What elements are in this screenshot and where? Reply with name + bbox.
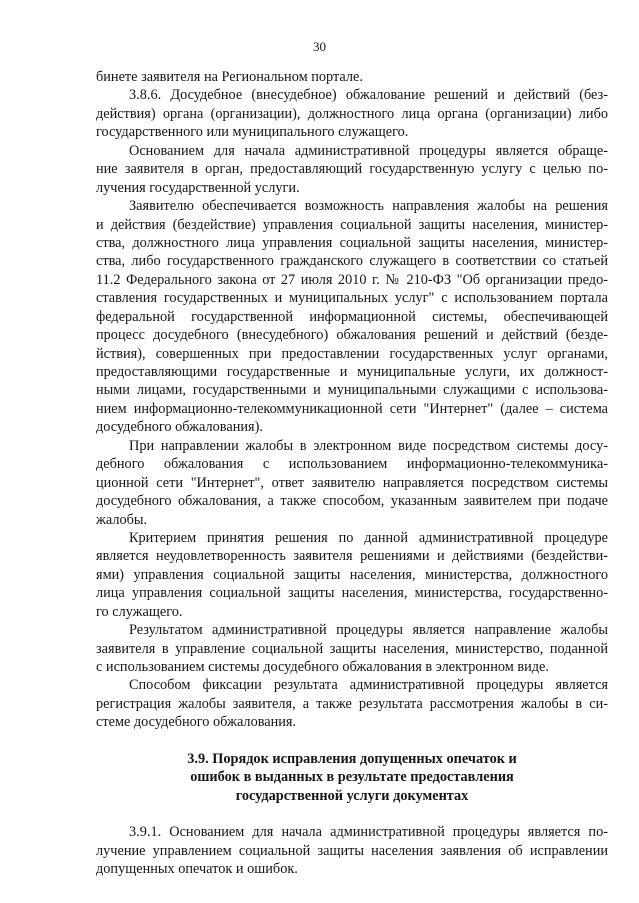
text-line: нием информационно-телекоммуникационной сети "Интернет" (далее – система [96, 400, 608, 417]
heading-line: 3.9. Порядок исправления допущенных опечаток и [187, 750, 517, 767]
text-line: 3.9.1. Основанием для начала административной процедуры является по- [129, 824, 608, 841]
text-line: йствия), совершенных при предоставлении государственных услуг органами, [96, 345, 608, 362]
text-line: досудебного обжалования, а также способом, указанным заявителем при подаче [96, 493, 608, 510]
section-heading [96, 750, 608, 806]
text-line: ционной сети "Интернет", ответ заявителю направляется посредством системы [96, 474, 608, 491]
text-line: действия) органа (организации), должностного лица органа (организации) либо [96, 105, 608, 122]
text-line: лучение управлением социальной защиты населения заявления об исправлении [96, 842, 608, 859]
page-number: 30 [313, 39, 326, 54]
text-line: лица управления социальной защиты населения, министерства, государственно- [96, 585, 608, 602]
text-line: Основанием для начала административной процедуры является обраще- [129, 142, 608, 159]
text-line: ями) управления социальной защиты населения, министерства, должностного [96, 566, 608, 583]
document-body [96, 68, 608, 879]
text-line: и действия (бездействие) управления социальной защиты населения, министер- [96, 216, 608, 233]
text-line: стеме досудебного обжалования. [96, 714, 297, 731]
heading-line: ошибок в выданных в результате предоставления [190, 769, 514, 786]
text-line: Заявителю обеспечивается возможность направления жалобы на решения [129, 198, 608, 215]
text-line: ставления государственных и муниципальных услуг" с использованием портала [96, 290, 608, 307]
text-line: регистрация жалобы заявителя, а также результата рассмотрения жалобы в си- [96, 695, 608, 712]
text-line: заявителя в управление социальной защиты населения, министерство, поданной [96, 640, 608, 657]
text-line: Способом фиксации результата административной процедуры является [129, 677, 608, 694]
text-line: с использованием системы досудебного обжалования в электронном виде. [96, 659, 549, 675]
text-line: предоставляющими государственные и муниципальные услуги, их должност- [96, 364, 608, 380]
text-line: ными лицами, государственными и муниципальными служащими с использова- [96, 382, 608, 399]
text-line: федеральной государственной информационной системы, обеспечивающей [96, 308, 608, 325]
text-line: является неудовлетворенность заявителя решениями и действиями (бездействи- [96, 548, 608, 565]
text-line: досудебного обжалования). [96, 419, 263, 436]
text-line: 11.2 Федерального закона от 27 июля 2010 г. № 210-ФЗ "Об организации предо- [96, 271, 608, 288]
text-line: ства, должностного лица управления социальной защиты населения, министер- [96, 234, 608, 251]
text-line: Критерием принятия решения по данной административной процедуре [129, 529, 608, 546]
heading-line: государственной услуги документах [235, 787, 469, 804]
text-line: лучения государственной услуги. [96, 179, 300, 196]
text-line: Результатом административной процедуры является направление жалобы [129, 622, 608, 639]
text-line: процесс досудебного (внесудебного) обжалования решений и действий (безде- [96, 327, 608, 344]
text-line: дебного обжалования с использованием информационно-телекоммуника- [96, 456, 608, 473]
text-line: 3.8.6. Досудебное (внесудебное) обжалование решений и действий (без- [129, 87, 608, 104]
text-line: жалобы. [96, 511, 148, 528]
text-line: допущенных опечаток и ошибок. [96, 861, 298, 878]
text-line: го служащего. [96, 603, 183, 620]
text-line: ства, либо государственного гражданского служащего в соответствии со статьей [96, 253, 608, 270]
text-line: При направлении жалобы в электронном виде посредством системы досу- [129, 437, 608, 454]
text-line: государственного или муниципального служащего. [96, 124, 409, 141]
text-line: ние заявителя в орган, предоставляющий государственную услугу с целью по- [96, 161, 608, 178]
text-line: бинете заявителя на Региональном портале. [96, 69, 363, 85]
